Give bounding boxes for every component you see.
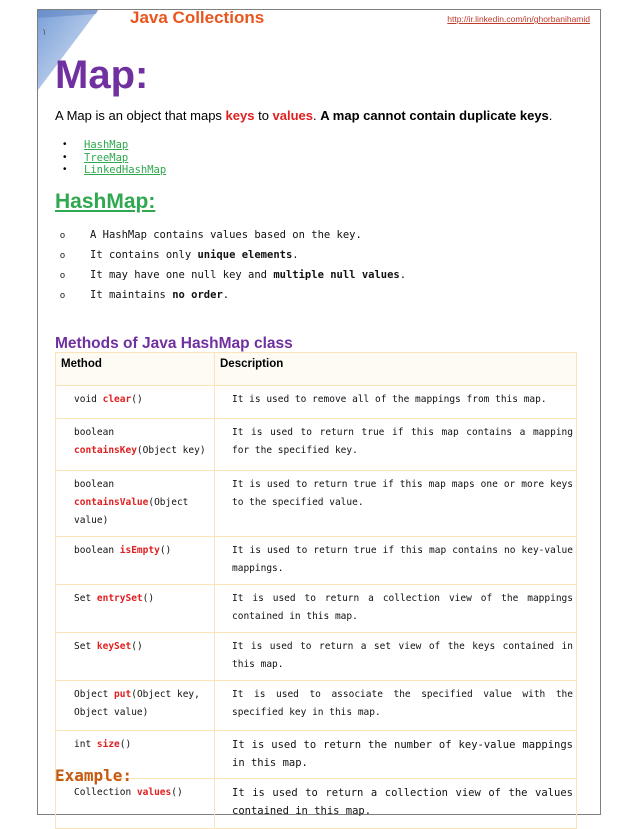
method-description-cell: It is used to return the number of key-value mappings in this map. — [215, 731, 577, 779]
method-params: (Object value) — [74, 497, 189, 526]
method-name: size — [96, 739, 120, 750]
bullet-end: . — [292, 249, 299, 261]
header-title: Java Collections — [130, 8, 265, 27]
list-item — [60, 246, 406, 266]
bullet-text: It may have one null key and — [90, 269, 274, 281]
bullet-bold: multiple null values — [273, 269, 400, 281]
table-row — [56, 386, 577, 419]
bullet-text: It maintains — [90, 289, 173, 301]
list-item — [60, 266, 406, 286]
method-description-cell: It is used to associate the specified value with the specified key in this map. — [215, 681, 577, 731]
return-type: boolean — [74, 545, 120, 556]
method-description-cell: It is used to remove all of the mappings from this map. — [215, 386, 577, 419]
table-header-row — [56, 353, 577, 386]
map-implementations-list — [63, 139, 166, 177]
column-header-method: Method — [56, 353, 215, 386]
methods-heading: Methods of Java HashMap class — [55, 335, 293, 352]
list-item — [63, 164, 166, 177]
bullet-text: It contains only — [90, 249, 198, 261]
hashmap-heading: HashMap: — [55, 190, 156, 213]
method-signature-cell — [56, 419, 215, 471]
return-type: boolean — [74, 479, 115, 490]
table-row — [56, 633, 577, 681]
method-description-cell: It is used to return a collection view of the mappings contained in this map. — [215, 585, 577, 633]
method-params: (Object key, Object value) — [74, 689, 200, 718]
table-row — [56, 681, 577, 731]
method-params: () — [142, 593, 155, 604]
table-row — [56, 471, 577, 537]
method-description-cell: It is used to return true if this map contains no key-value mappings. — [215, 537, 577, 585]
method-signature-cell — [56, 537, 215, 585]
bullet-bold: unique elements — [197, 249, 293, 261]
example-heading: Example: — [55, 766, 133, 785]
column-header-description: Description — [215, 353, 577, 386]
bullet-end: . — [399, 269, 407, 281]
return-type: int — [74, 739, 97, 750]
method-signature-cell — [56, 633, 215, 681]
table-row — [56, 731, 577, 779]
intro-values-keyword: values — [272, 108, 314, 123]
method-params: () — [159, 545, 172, 556]
list-item — [63, 139, 166, 152]
table-row — [56, 419, 577, 471]
hashmap-link[interactable]: HashMap — [84, 139, 129, 151]
table-row — [56, 779, 577, 829]
method-params: () — [131, 394, 143, 405]
method-name: keySet — [96, 641, 132, 652]
method-description-cell: It is used to return a collection view of the values contained in this map. — [215, 779, 577, 829]
method-name: containsValue — [74, 497, 149, 508]
treemap-link[interactable]: TreeMap — [84, 151, 129, 164]
intro-text-end: . — [548, 108, 553, 123]
method-signature-cell — [56, 779, 215, 829]
method-name: put — [114, 689, 132, 700]
bullet-end: . — [222, 289, 230, 301]
return-type: Collection — [74, 787, 137, 798]
list-item — [60, 226, 406, 246]
method-signature-cell — [56, 585, 215, 633]
list-item — [60, 286, 406, 306]
page-marker: ۱ — [42, 27, 47, 37]
method-params: () — [171, 787, 183, 798]
return-type: Object — [74, 689, 115, 700]
method-params: (Object key) — [136, 445, 206, 456]
table-row — [56, 585, 577, 633]
method-name: values — [136, 787, 172, 798]
intro-text-1: A Map is an object that maps — [55, 108, 226, 123]
return-type: void — [74, 394, 103, 405]
method-signature-cell — [56, 471, 215, 537]
method-name: isEmpty — [119, 545, 160, 556]
hashmap-properties-list — [60, 226, 406, 306]
methods-table — [55, 352, 577, 829]
bullet-text: A HashMap contains values based on the key. — [90, 229, 362, 241]
method-description-cell: It is used to return a set view of the keys contained in this map. — [215, 633, 577, 681]
return-type: boolean — [74, 427, 115, 438]
method-description-cell: It is used to return true if this map maps one or more keys to the specified value. — [215, 471, 577, 537]
method-signature-cell — [56, 681, 215, 731]
method-description-cell: It is used to return true if this map contains a mapping for the specified key. — [215, 419, 577, 471]
intro-text-2: to — [254, 108, 273, 123]
method-signature-cell — [56, 386, 215, 419]
header-link[interactable]: http://ir.linkedin.com/in/ghorbanihamid — [447, 14, 590, 24]
method-params: () — [131, 641, 143, 652]
map-heading: Map: — [55, 53, 149, 97]
method-name: clear — [102, 394, 132, 405]
intro-text-3: . — [313, 108, 321, 123]
table-row — [56, 537, 577, 585]
bullet-bold: no order — [172, 289, 223, 301]
map-intro — [55, 108, 552, 123]
method-name: entrySet — [96, 593, 143, 604]
return-type: Set — [74, 593, 97, 604]
intro-bold-statement: A map cannot contain duplicate keys — [320, 108, 549, 123]
intro-keys-keyword: keys — [225, 108, 255, 123]
linkedhashmap-link[interactable]: LinkedHashMap — [84, 164, 167, 176]
return-type: Set — [74, 641, 97, 652]
list-item — [63, 152, 166, 165]
method-params: () — [119, 739, 132, 750]
method-name: containsKey — [74, 445, 137, 456]
